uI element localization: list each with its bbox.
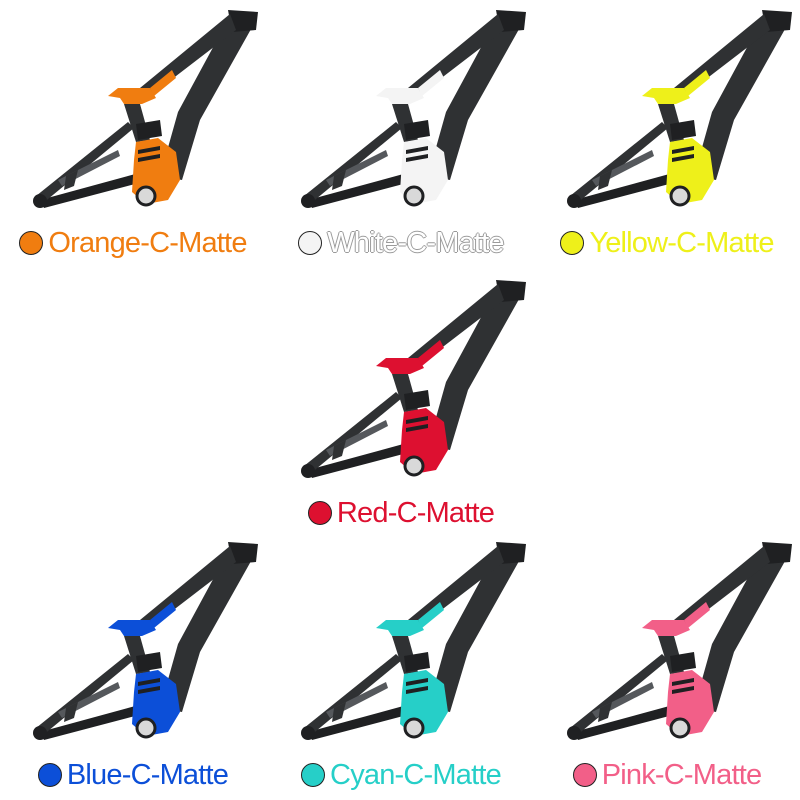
- color-swatch: [38, 763, 62, 787]
- rear-dropout: [567, 726, 581, 740]
- color-swatch: [19, 231, 43, 255]
- rear-dropout: [301, 464, 315, 478]
- rocker-link: [642, 88, 690, 104]
- variant-label: Cyan-C-Matte: [330, 758, 501, 791]
- rear-dropout: [33, 726, 47, 740]
- rear-dropout: [301, 726, 315, 740]
- bb-bearing: [671, 719, 689, 737]
- color-swatch: [308, 501, 332, 525]
- bike-frame-image: [0, 532, 266, 757]
- bb-bearing: [137, 187, 155, 205]
- variant-label-row: [0, 226, 266, 260]
- variant-cyan: [268, 532, 534, 800]
- bb-bearing: [405, 719, 423, 737]
- variant-white: [268, 0, 534, 268]
- variant-label: Red-C-Matte: [336, 496, 495, 529]
- variant-label-row: [534, 758, 800, 792]
- rocker-link: [108, 620, 156, 636]
- variant-blue: [0, 532, 266, 800]
- rocker-link: [376, 620, 424, 636]
- color-swatch: [301, 763, 325, 787]
- variant-pink: [534, 532, 800, 800]
- bike-frame-image: [534, 532, 800, 757]
- variant-label: White-C-Matte: [327, 226, 504, 259]
- bb-bearing: [405, 187, 423, 205]
- variant-label: Orange-C-Matte: [48, 226, 247, 259]
- bb-bearing: [137, 719, 155, 737]
- variant-label: Pink-C-Matte: [601, 758, 762, 791]
- rocker-link: [108, 88, 156, 104]
- bike-frame-image: [268, 270, 534, 495]
- rocker-link: [642, 620, 690, 636]
- variant-red: [268, 270, 534, 538]
- variant-yellow: [534, 0, 800, 268]
- bike-frame-image: [0, 0, 266, 225]
- bb-bearing: [671, 187, 689, 205]
- bike-frame-image: [268, 532, 534, 757]
- color-swatch: [573, 763, 597, 787]
- rocker-link: [376, 88, 424, 104]
- variant-label: Yellow-C-Matte: [589, 226, 774, 259]
- rear-dropout: [567, 194, 581, 208]
- variant-label-row: [268, 758, 534, 792]
- bike-frame-image: [268, 0, 534, 225]
- variant-label-row: [268, 226, 534, 260]
- variant-label: Blue-C-Matte: [66, 758, 229, 791]
- color-swatch: [298, 231, 322, 255]
- rear-dropout: [33, 194, 47, 208]
- variant-label-row: [0, 758, 266, 792]
- variant-label-row: [534, 226, 800, 260]
- variant-label-row: [268, 496, 534, 530]
- rear-dropout: [301, 194, 315, 208]
- bb-bearing: [405, 457, 423, 475]
- bike-frame-image: [534, 0, 800, 225]
- variant-orange: [0, 0, 266, 268]
- rocker-link: [376, 358, 424, 374]
- color-swatch: [560, 231, 584, 255]
